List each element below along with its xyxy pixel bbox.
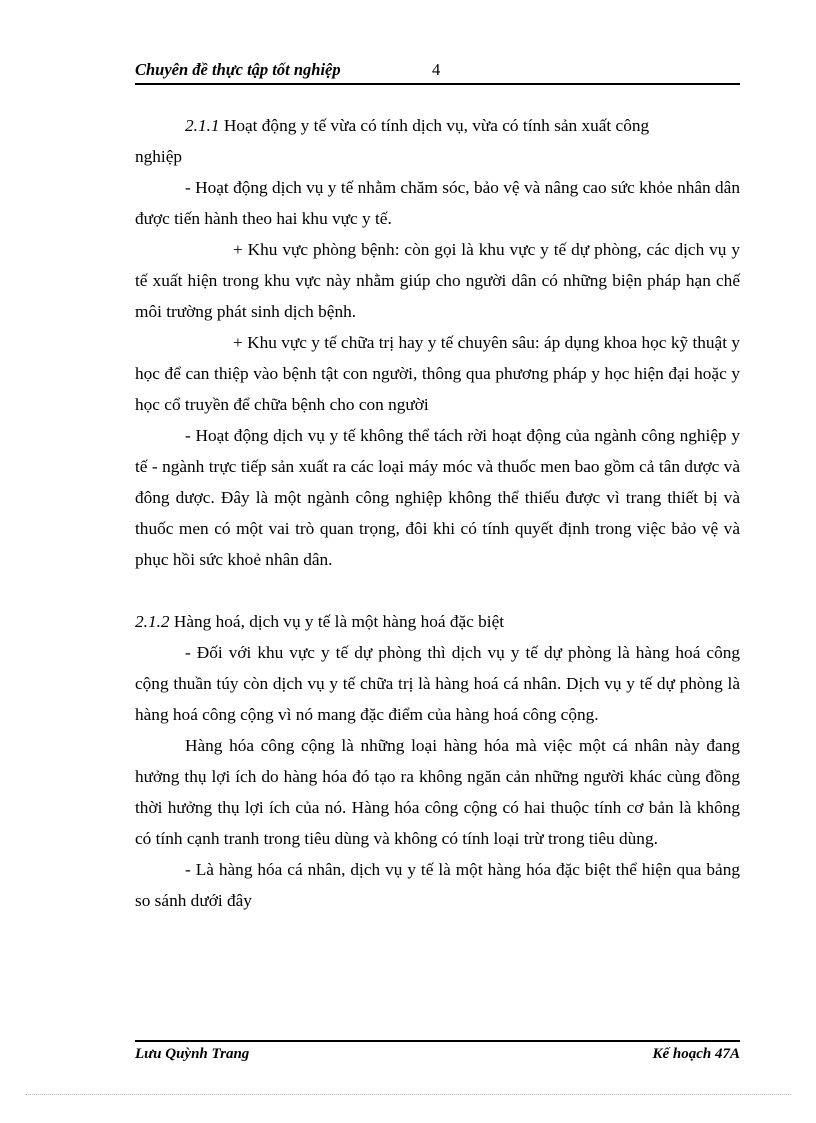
section-heading-2-1-1: [135, 110, 740, 141]
paragraph: + Khu vực y tế chữa trị hay y tế chuyên sâu: áp dụng khoa học kỹ thuật y học để can thiệp vào bệnh tật con người, thông qua phương pháp y học hiện đại hoặc y học cổ truyền để chữa bệnh cho con người: [135, 333, 740, 414]
paragraph: - Hoạt động dịch vụ y tế nhằm chăm sóc, bảo vệ và nâng cao sức khỏe nhân dân được tiến hành theo hai khu vực y tế.: [135, 178, 740, 228]
header-rule: [135, 83, 740, 85]
footer-rule: [135, 1040, 740, 1042]
paragraph: - Là hàng hóa cá nhân, dịch vụ y tế là một hàng hóa đặc biệt thể hiện qua bảng so sánh dưới đây: [135, 860, 740, 910]
section-title-continuation: nghiệp: [135, 147, 183, 166]
section-number: 2.1.1: [185, 116, 220, 135]
footer-class: Kế hoạch 47A: [652, 1046, 740, 1062]
section-spacer: [135, 575, 740, 606]
section-title: Hàng hoá, dịch vụ y tế là một hàng hoá đặc biệt: [169, 612, 505, 631]
page-number: 4: [432, 60, 441, 79]
section-title: Hoạt động y tế vừa có tính dịch vụ, vừa có tính sản xuất công: [219, 116, 650, 135]
page-header: [135, 58, 740, 86]
page-boundary-dots: [25, 1094, 791, 1095]
paragraph: + Khu vực phòng bệnh: còn gọi là khu vực y tế dự phòng, các dịch vụ y tế xuất hiện trong khu vực này nhằm giúp cho người dân có những biện pháp hạn chế môi trường phát sinh dịch bệnh.: [135, 240, 740, 321]
paragraph: - Hoạt động dịch vụ y tế không thể tách rời hoạt động của ngành công nghiệp y tế - ngành trực tiếp sản xuất ra các loại máy móc và thuốc men bao gồm cả tân dược và đông dược. Đây là một ngành công nghiệp không thể thiếu được vì trang thiết bị và thuốc men có một vai trò quan trọng, đôi khi có tính quyết định trong việc bảo vệ và phục hồi sức khoẻ nhân dân.: [135, 426, 740, 569]
header-title: Chuyên đề thực tập tốt nghiệp: [135, 60, 341, 79]
paragraph: Hàng hóa công cộng là những loại hàng hóa mà việc một cá nhân này đang hưởng thụ lợi ích do hàng hóa đó tạo ra không ngăn cản những người khác cùng đồng thời hưởng thụ lợi ích của nó. Hàng hóa công cộng có hai thuộc tính cơ bản là không có tính cạnh tranh trong tiêu dùng và không có tính loại trừ trong tiêu dùng.: [135, 736, 740, 848]
section-heading-2-1-2: [135, 606, 740, 637]
page-footer: [135, 1040, 740, 1070]
section-number: 2.1.2: [135, 612, 170, 631]
footer-author: Lưu Quỳnh Trang: [135, 1046, 250, 1062]
document-body: [135, 110, 740, 916]
paragraph: - Đối với khu vực y tế dự phòng thì dịch vụ y tế dự phòng là hàng hoá công cộng thuần túy còn dịch vụ y tế chữa trị là hàng hoá cá nhân. Dịch vụ y tế dự phòng là hàng hoá công cộng vì nó mang đặc điểm của hàng hoá công cộng.: [135, 643, 740, 724]
